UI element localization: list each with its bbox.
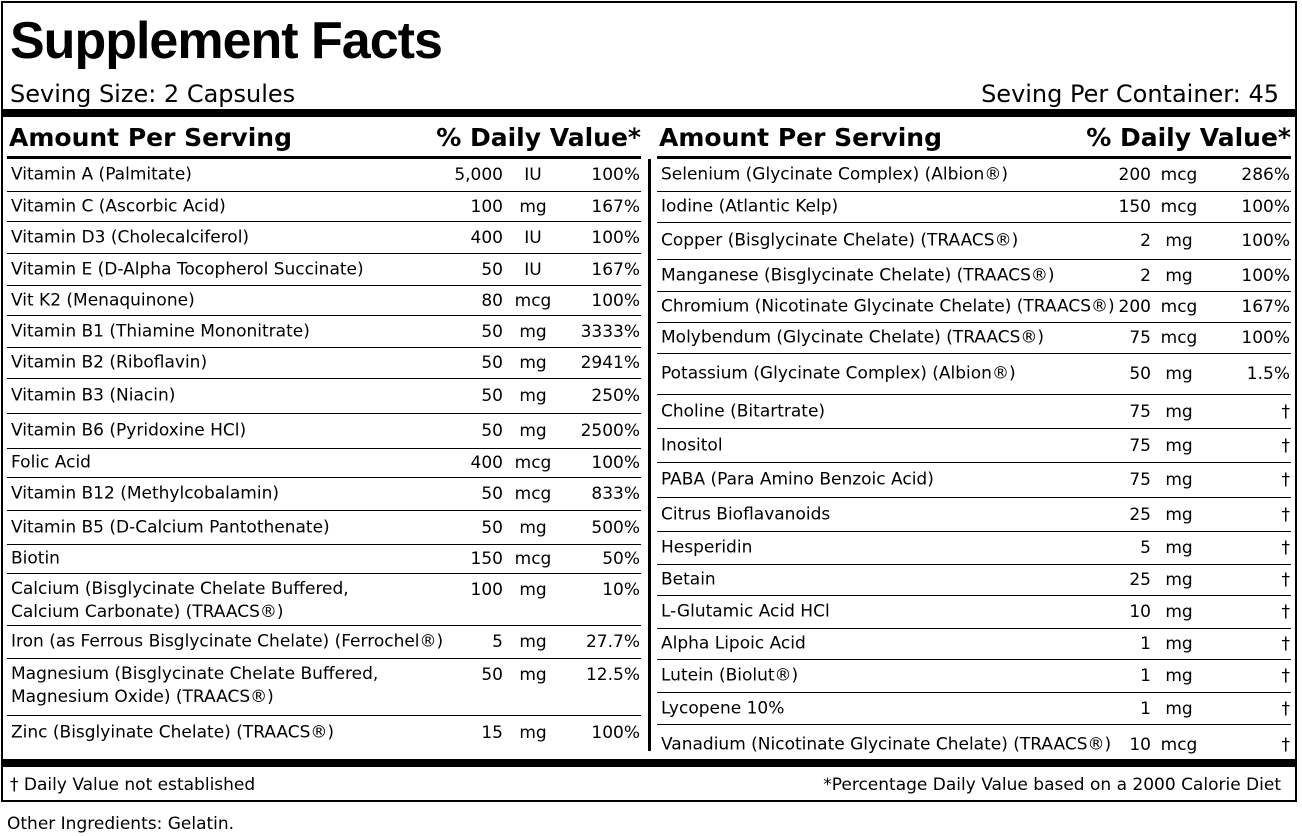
nutrient-unit: IU [524,165,542,185]
nutrient-row [7,626,641,659]
nutrient-row [7,379,641,414]
nutrient-unit: mg [1165,265,1193,286]
nutrient-daily-value: 167% [591,196,640,217]
nutrient-name: Vitamin E (D-Alpha Tocopherol Succinate) [11,259,364,279]
nutrient-amount: 400 [470,453,503,473]
nutrient-amount: 5 [492,632,503,652]
nutrient-name: Magnesium (Bisglycinate Chelate Buffered, Magnesium Oxide) (TRAACS®) [11,664,379,707]
nutrient-unit: mg [1165,666,1193,686]
nutrient-row [7,254,641,286]
panel-title: Supplement Facts [10,12,442,70]
nutrient-unit: mg [1165,698,1193,719]
nutrient-name: Vitamin D3 (Cholecalciferol) [11,227,250,247]
nutrient-row [657,260,1291,292]
nutrient-unit: mg [1165,504,1193,525]
nutrient-name: PABA (Para Amino Benzoic Acid) [661,469,934,490]
supplement-facts-panel [1,1,1297,802]
nutrient-row [657,596,1291,629]
nutrient-name: Calcium (Bisglycinate Chelate Buffered, Calcium Carbonate) (TRAACS®) [11,579,349,622]
nutrient-name: Zinc (Bisglyinate Chelate) (TRAACS®) [11,722,335,743]
nutrient-amount: 50 [481,386,503,406]
nutrient-name: Vit K2 (Menaquinone) [11,290,195,310]
left-column-header [7,117,641,159]
nutrient-row [657,323,1291,354]
nutrient-unit: mg [1165,570,1193,590]
nutrient-daily-value: 2941% [580,353,640,373]
nutrient-unit: mg [519,723,547,743]
daily-value-heading: % Daily Value* [1086,123,1291,152]
nutrient-amount: 200 [1118,165,1151,185]
nutrient-amount: 50 [1129,364,1151,384]
nutrient-daily-value: 100% [1241,197,1290,217]
nutrient-daily-value: † [1281,435,1290,456]
nutrient-name: L-Glutamic Acid HCl [661,601,830,622]
servings-per-container: Seving Per Container: 45 [981,80,1279,108]
right-column-header [657,117,1291,159]
nutrient-unit: mg [519,196,547,217]
nutrient-unit: mg [1165,435,1193,456]
nutrient-amount: 50 [481,517,503,538]
nutrient-amount: 50 [481,421,503,441]
nutrient-row [7,659,641,716]
serving-size: Seving Size: 2 Capsules [10,80,296,108]
nutrient-unit: mg [1165,401,1193,422]
bottom-thick-rule [3,759,1295,767]
nutrient-row [657,693,1291,725]
nutrient-row [657,354,1291,395]
nutrient-unit: mg [519,517,547,538]
nutrient-daily-value: † [1281,698,1290,719]
nutrient-amount: 75 [1129,401,1151,422]
nutrient-amount: 50 [481,353,503,373]
nutrient-unit: mcg [514,290,552,311]
amount-per-serving-heading: Amount Per Serving [9,123,292,152]
nutrient-name: Manganese (Bisglycinate Chelate) (TRAACS®) [661,265,1055,285]
nutrient-row [7,222,641,254]
nutrient-name: Inositol [661,435,723,455]
nutrient-row [657,292,1291,323]
nutrient-daily-value: 167% [591,259,640,280]
nutrient-daily-value: 100% [591,453,640,473]
nutrient-row [7,511,641,545]
nutrient-amount: 75 [1129,435,1151,456]
nutrient-daily-value: † [1281,735,1290,755]
nutrient-amount: 150 [1118,197,1151,217]
nutrient-amount: 10 [1129,602,1151,622]
nutrient-amount: 100 [470,196,503,217]
nutrient-amount: 80 [481,290,503,311]
nutrient-name: Lycopene 10% [661,698,785,718]
nutrient-row [7,348,641,379]
nutrient-name: Vitamin B5 (D-Calcium Pantothenate) [11,517,330,537]
nutrient-name: Potassium (Glycinate Complex) (Albion®) [661,363,1016,384]
nutrient-row [657,429,1291,463]
nutrient-unit: mg [1165,231,1193,251]
nutrient-unit: mg [1165,634,1193,654]
nutrient-daily-value: 1.5% [1246,364,1290,384]
nutrient-name: Vanadium (Nicotinate Glycinate Chelate) (TRAACS®) [661,734,1112,755]
nutrient-row [657,395,1291,429]
nutrient-unit: mg [519,421,547,441]
nutrient-unit: mg [1165,602,1193,622]
nutrient-name: Vitamin B3 (Niacin) [11,385,176,406]
nutrient-daily-value: † [1281,538,1290,558]
nutrient-unit: mg [1165,364,1193,384]
nutrient-name: Vitamin B1 (Thiamine Mononitrate) [11,321,310,341]
nutrient-row [7,286,641,316]
nutrient-row [657,498,1291,532]
nutrient-daily-value: 50% [602,549,640,569]
nutrient-amount: 150 [470,549,503,569]
nutrient-name: Vitamin B6 (Pyridoxine HCl) [11,420,247,441]
nutrient-amount: 2 [1140,231,1151,251]
nutrient-row [657,532,1291,565]
nutrient-daily-value: 833% [591,484,640,504]
nutrient-row [7,545,641,574]
left-nutrient-column [7,117,641,759]
nutrient-name: Choline (Bitartrate) [661,401,826,421]
nutrient-name: Alpha Lipoic Acid [661,633,806,654]
nutrient-daily-value: 2500% [580,421,640,441]
other-ingredients: Other Ingredients: Gelatin. [7,814,235,834]
nutrient-daily-value: 250% [591,386,640,406]
nutrient-row [657,159,1291,192]
nutrient-unit: IU [524,259,542,280]
nutrient-row [7,478,641,511]
nutrient-name: Selenium (Glycinate Complex) (Albion®) [661,164,1008,185]
nutrient-daily-value: 100% [591,165,640,185]
nutrient-name: Lutein (Biolut®) [661,665,799,686]
daily-value-footnote: † Daily Value not established [10,775,256,795]
nutrient-row [7,414,641,449]
nutrient-daily-value: 3333% [580,321,640,342]
nutrient-daily-value: † [1281,602,1290,622]
top-thick-rule [3,109,1295,117]
nutrient-row [657,565,1291,596]
nutrient-amount: 2 [1140,265,1151,286]
nutrient-unit: mcg [514,453,552,473]
nutrient-name: Vitamin B12 (Methylcobalamin) [11,483,279,504]
nutrient-row [657,629,1291,660]
percent-daily-value-footnote: *Percentage Daily Value based on a 2000 Calorie Diet [823,775,1281,795]
nutrient-daily-value: 100% [1241,231,1290,251]
nutrient-name: Vitamin B2 (Riboflavin) [11,352,208,373]
nutrient-amount: 50 [481,259,503,280]
nutrient-unit: mg [519,321,547,342]
nutrient-amount: 200 [1118,297,1151,317]
column-divider [648,159,651,751]
nutrient-amount: 15 [481,723,503,743]
nutrient-name: Betain [661,569,716,590]
nutrient-daily-value: 167% [1241,297,1290,317]
nutrient-name: Molybendum (Glycinate Chelate) (TRAACS®) [661,327,1045,348]
nutrient-amount: 25 [1129,570,1151,590]
nutrient-name: Vitamin C (Ascorbic Acid) [11,196,226,216]
nutrient-daily-value: 100% [591,723,640,743]
nutrient-daily-value: 100% [591,290,640,311]
nutrient-unit: mcg [1160,297,1198,317]
nutrient-amount: 10 [1129,735,1151,755]
nutrient-unit: mcg [1160,197,1198,217]
nutrient-daily-value: † [1281,401,1290,422]
nutrient-daily-value: † [1281,570,1290,590]
right-nutrient-column [657,117,1291,759]
nutrient-name: Iodine (Atlantic Kelp) [661,196,839,217]
nutrient-daily-value: 12.5% [585,665,640,685]
nutrient-row [7,449,641,478]
nutrient-amount: 50 [481,665,503,685]
nutrient-name: Iron (as Ferrous Bisglycinate Chelate) (Ferrochel®) [11,631,444,652]
nutrient-daily-value: 100% [591,227,640,248]
nutrient-amount: 1 [1140,634,1151,654]
nutrient-name: Folic Acid [11,452,91,473]
nutrient-daily-value: 100% [1241,328,1290,348]
nutrient-unit: mg [1165,538,1193,558]
nutrient-unit: mg [519,386,547,406]
nutrient-row [657,463,1291,498]
nutrient-row [7,716,641,750]
nutrient-name: Vitamin A (Palmitate) [11,164,192,185]
nutrient-amount: 50 [481,484,503,504]
nutrient-unit: IU [524,227,542,248]
nutrient-daily-value: † [1281,634,1290,654]
nutrient-name: Hesperidin [661,537,753,558]
nutrient-unit: mg [519,580,547,600]
nutrient-name: Chromium (Nicotinate Glycinate Chelate) (TRAACS®) [661,296,1115,317]
nutrient-amount: 100 [470,580,503,600]
nutrient-amount: 5,000 [454,165,503,185]
nutrient-name: Citrus Bioflavanoids [661,504,831,524]
nutrient-row [7,159,641,192]
nutrient-amount: 75 [1129,328,1151,348]
nutrient-row [7,192,641,222]
nutrient-daily-value: 500% [591,517,640,538]
nutrient-unit: mcg [1160,328,1198,348]
nutrient-unit: mg [519,632,547,652]
nutrient-daily-value: † [1281,504,1290,525]
nutrient-amount: 5 [1140,538,1151,558]
nutrient-amount: 400 [470,227,503,248]
nutrient-row [657,660,1291,693]
nutrient-unit: mcg [514,484,552,504]
nutrient-row [7,574,641,626]
nutrient-amount: 1 [1140,698,1151,719]
nutrient-name: Copper (Bisglycinate Chelate) (TRAACS®) [661,230,1019,251]
daily-value-heading: % Daily Value* [436,123,641,152]
nutrient-daily-value: 286% [1241,165,1290,185]
nutrient-daily-value: 100% [1241,265,1290,286]
nutrient-name: Biotin [11,548,60,569]
nutrient-row [657,192,1291,223]
nutrient-daily-value: † [1281,470,1290,490]
nutrient-amount: 25 [1129,504,1151,525]
nutrient-unit: mg [519,353,547,373]
nutrient-unit: mg [1165,470,1193,490]
nutrient-row [7,316,641,348]
nutrient-row [657,223,1291,260]
nutrient-unit: mcg [514,549,552,569]
nutrient-unit: mcg [1160,735,1198,755]
nutrient-daily-value: † [1281,666,1290,686]
nutrient-unit: mg [519,665,547,685]
nutrient-daily-value: 10% [602,580,640,600]
nutrient-amount: 1 [1140,666,1151,686]
nutrient-unit: mcg [1160,165,1198,185]
amount-per-serving-heading: Amount Per Serving [659,123,942,152]
nutrient-amount: 50 [481,321,503,342]
nutrient-amount: 75 [1129,470,1151,490]
nutrient-daily-value: 27.7% [585,632,640,652]
